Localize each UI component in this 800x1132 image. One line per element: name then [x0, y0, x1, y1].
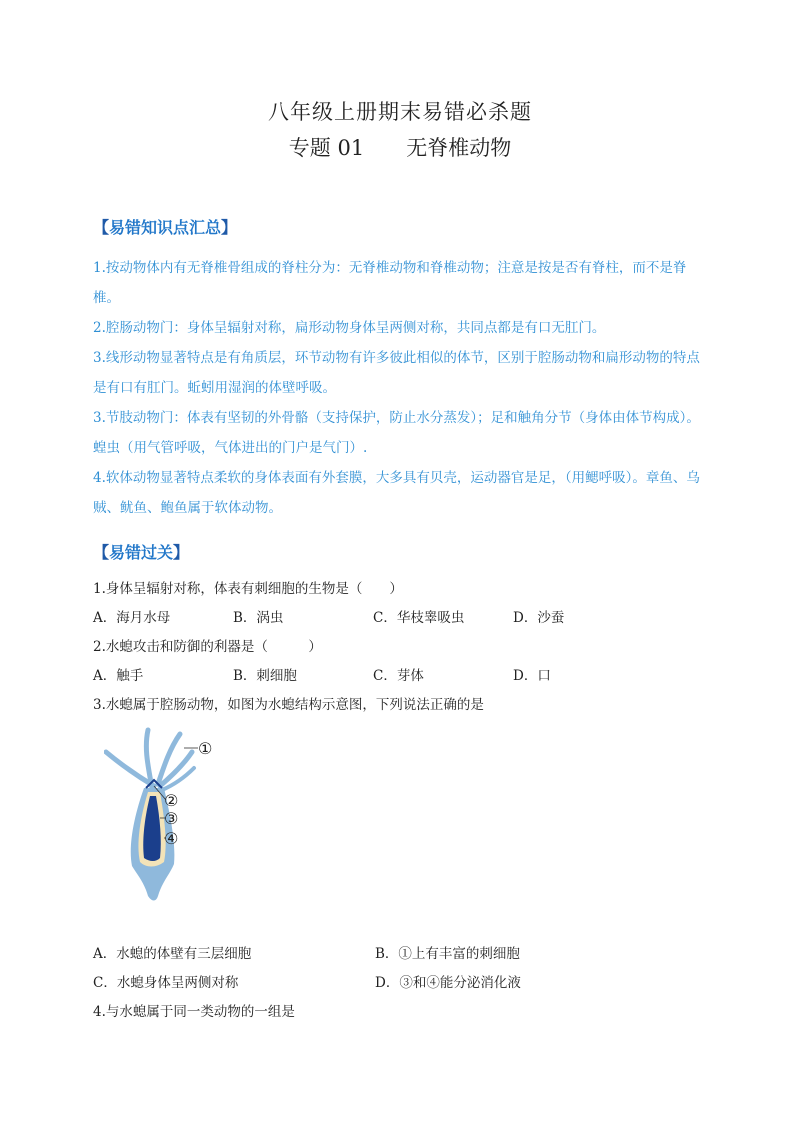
figure-label-4: ④	[164, 829, 179, 848]
figure-label-2: ②	[164, 791, 179, 810]
option-c: C．水螅身体呈两侧对称	[93, 975, 239, 991]
option-row	[93, 604, 707, 633]
hydra-diagram	[104, 726, 224, 906]
knowledge-point: 1.按动物体内有无脊椎骨组成的脊柱分为：无脊椎动物和脊椎动物；注意是按是否有脊柱，而不是脊椎。	[93, 260, 687, 306]
bracket-open: 【	[93, 543, 110, 562]
option-row	[93, 940, 707, 969]
knowledge-point: 4.软体动物显著特点柔软的身体表面有外套膜，大多具有贝壳，运动器官是足，（用鳃呼吸）。章鱼、乌贼、鱿鱼、鲍鱼属于软体动物。	[93, 470, 700, 516]
figure-label-3: ③	[164, 809, 179, 828]
question-stem: 3.水螅属于腔肠动物，如图为水螅结构示意图，下列说法正确的是	[93, 697, 484, 713]
option-c: C．华枝睾吸虫	[373, 610, 465, 626]
section-label: 易错过关	[109, 543, 174, 562]
option-d: D．沙蚕	[513, 610, 565, 626]
option-row	[93, 969, 707, 998]
question-3-options	[93, 940, 707, 1027]
option-b: B．涡虫	[233, 610, 284, 626]
knowledge-point: 3.线形动物显著特点是有角质层，环节动物有许多彼此相似的体节，区别于腔肠动物和扁形动物的特点是有口有肛门。蚯蚓用湿润的体壁呼吸。	[93, 350, 700, 396]
option-d: D．口	[513, 668, 551, 684]
option-b: B．①上有丰富的刺细胞	[375, 946, 520, 962]
figure-label-1: ①	[198, 739, 213, 758]
option-b: B．刺细胞	[233, 668, 297, 684]
knowledge-point: 3.节肢动物门：体表有坚韧的外骨骼（支持保护，防止水分蒸发）；足和触角分节（身体由体节构成）。蝗虫（用气管呼吸，气体进出的门户是气门）.	[93, 410, 700, 456]
section-heading-practice	[93, 540, 189, 563]
section-label: 易错知识点汇总	[109, 218, 222, 237]
option-a: A．水螅的体壁有三层细胞	[93, 946, 252, 962]
document-subtitle: 专题 01 无脊椎动物	[288, 136, 512, 160]
bracket-close: 】	[221, 218, 238, 237]
option-c: C．芽体	[373, 668, 424, 684]
option-d: D．③和④能分泌消化液	[375, 975, 521, 991]
knowledge-points	[93, 253, 707, 523]
question-1	[93, 575, 707, 720]
question-stem: 2.水螅攻击和防御的利器是（ ）	[93, 639, 322, 655]
option-a: A．触手	[93, 668, 144, 684]
knowledge-point: 2.腔肠动物门：身体呈辐射对称，扁形动物身体呈两侧对称，共同点都是有口无肛门。	[93, 320, 606, 336]
document-title: 八年级上册期末易错必杀题	[268, 100, 532, 124]
bracket-close: 】	[173, 543, 190, 562]
question-stem: 1.身体呈辐射对称，体表有刺细胞的生物是（ ）	[93, 581, 403, 597]
option-a: A．海月水母	[93, 610, 171, 626]
section-heading-knowledge	[93, 215, 237, 238]
question-stem: 4.与水螅属于同一类动物的一组是	[93, 1004, 295, 1020]
bracket-open: 【	[93, 218, 110, 237]
option-row	[93, 662, 707, 691]
